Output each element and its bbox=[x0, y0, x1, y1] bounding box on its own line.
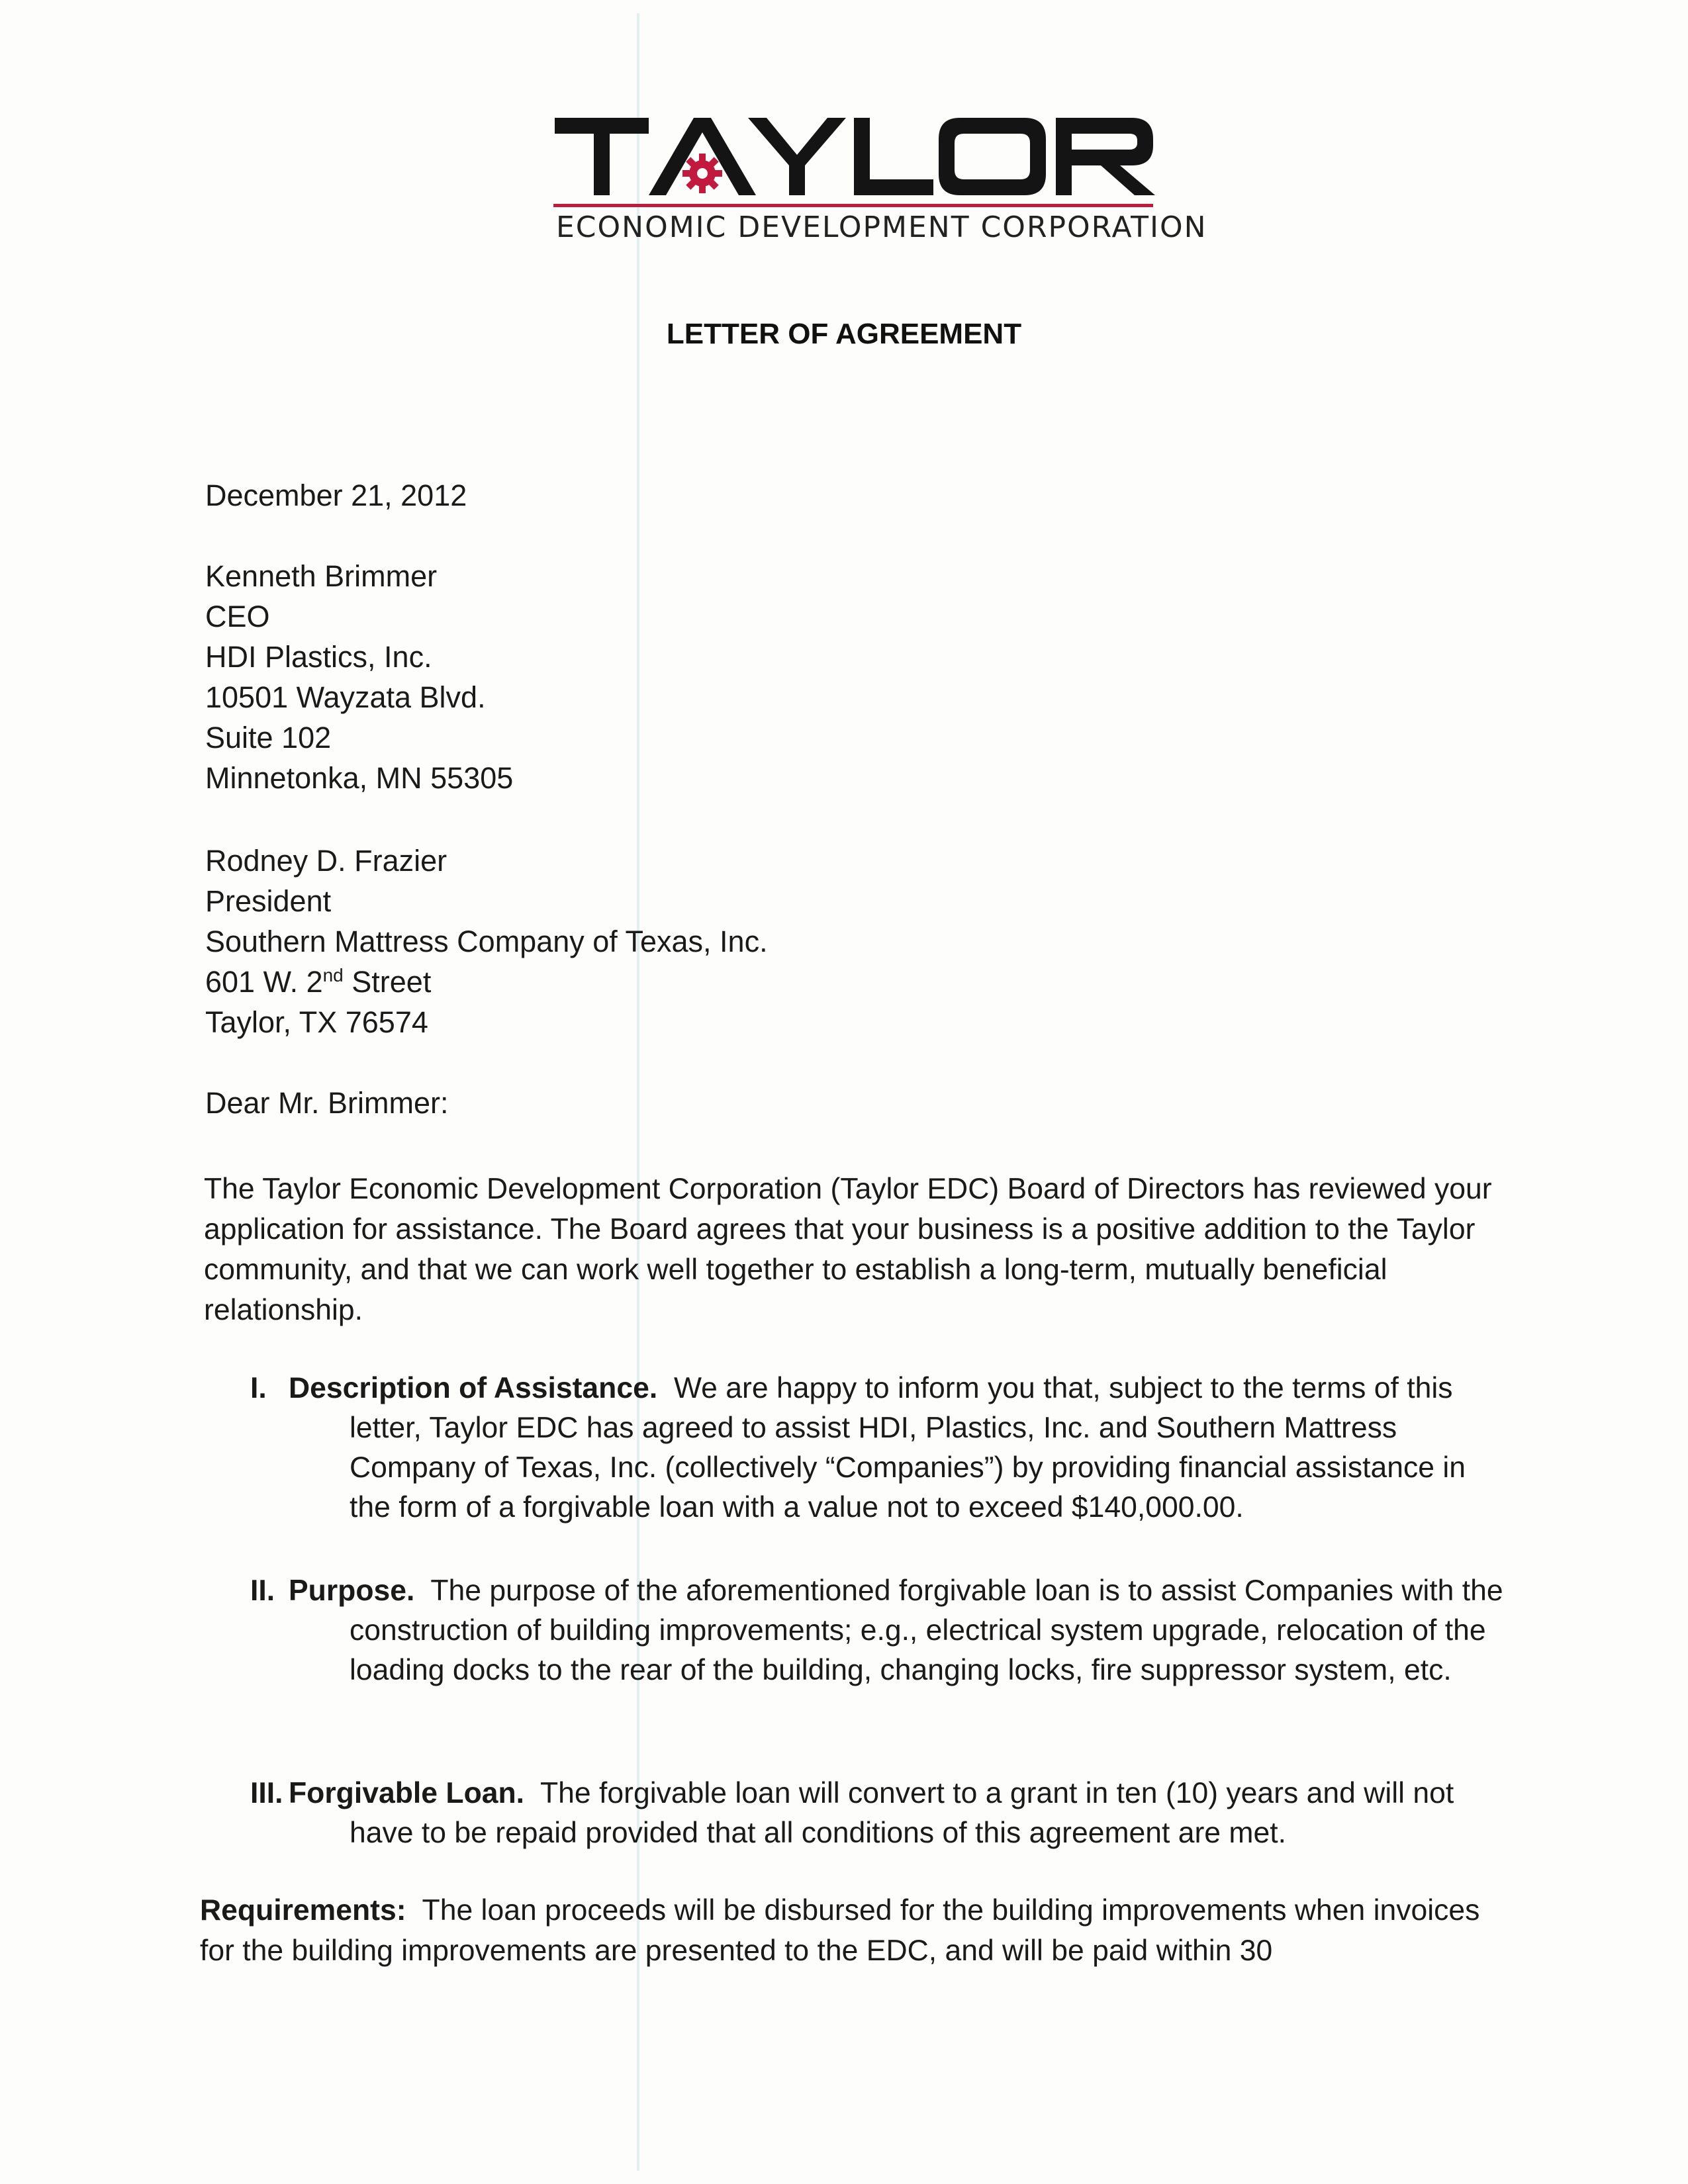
section-text: We are happy to inform you that, subject to the terms of this letter, Taylor EDC has agreed to assist HDI, Plastics, Inc. and Southern Mattress Company of Texas, Inc. (collectively “Companies”) by providing financial assistance in the form of a forgivable loan with a value not to exceed $140,000.00. bbox=[350, 1372, 1466, 1524]
section-heading: Forgivable Loan. bbox=[289, 1777, 525, 1809]
section-description-of-assistance bbox=[250, 1369, 1508, 1527]
recipient-address-2 bbox=[205, 841, 768, 1042]
section-text: The forgivable loan will convert to a grant in ten (10) years and will not have to be repaid provided that all conditions of this agreement are met. bbox=[350, 1777, 1454, 1849]
letter-date-block bbox=[205, 475, 467, 516]
street-ordinal: nd bbox=[322, 965, 344, 985]
section-body bbox=[289, 1369, 1508, 1527]
recipient-company: HDI Plastics, Inc. bbox=[205, 640, 432, 674]
requirements-paragraph bbox=[200, 1890, 1497, 1971]
recipient-name: Kenneth Brimmer bbox=[205, 559, 438, 593]
intro-paragraph: The Taylor Economic Development Corporation (Taylor EDC) Board of Directors has reviewed your application for assistance. The Board agrees that your business is a positive addition to the Taylor community, and that we can work well together to establish a long-term, mutually beneficial relationship. bbox=[204, 1173, 1492, 1326]
recipient-title: President bbox=[205, 884, 332, 918]
logo-subtitle: ECONOMIC DEVELOPMENT CORPORATION bbox=[556, 210, 1207, 244]
street-number: 601 W. 2 bbox=[205, 965, 323, 999]
letter-date: December 21, 2012 bbox=[205, 478, 467, 512]
recipient-name: Rodney D. Frazier bbox=[205, 844, 447, 878]
recipient-suite: Suite 102 bbox=[205, 721, 332, 754]
section-number: II. bbox=[250, 1574, 275, 1607]
section-body bbox=[289, 1774, 1508, 1853]
section-heading: Description of Assistance. bbox=[289, 1372, 658, 1404]
section-text: The purpose of the aforementioned forgivable loan is to assist Companies with the construction of building improvements; e.g., electrical system upgrade, relocation of the loading docks to the rear of the building, changing locks, fire suppressor system, etc. bbox=[350, 1574, 1503, 1686]
section-body bbox=[289, 1571, 1508, 1690]
salutation: Dear Mr. Brimmer: bbox=[205, 1086, 449, 1120]
taylor-wordmark-logo bbox=[549, 99, 1158, 199]
recipient-street: 10501 Wayzata Blvd. bbox=[205, 680, 486, 714]
recipient-title: CEO bbox=[205, 600, 270, 633]
recipient-street bbox=[205, 962, 768, 1002]
section-forgivable-loan bbox=[250, 1774, 1508, 1853]
logo-divider bbox=[553, 204, 1153, 207]
recipient-company: Southern Mattress Company of Texas, Inc. bbox=[205, 925, 768, 958]
recipient-address-1 bbox=[205, 556, 513, 798]
section-number: III. bbox=[250, 1777, 283, 1809]
document-title: LETTER OF AGREEMENT bbox=[666, 318, 1022, 350]
salutation-block bbox=[205, 1083, 449, 1123]
recipient-city: Minnetonka, MN 55305 bbox=[205, 761, 514, 795]
requirements-heading: Requirements: bbox=[200, 1894, 406, 1927]
section-purpose bbox=[250, 1571, 1508, 1690]
street-name: Street bbox=[343, 965, 432, 999]
section-heading: Purpose. bbox=[289, 1574, 415, 1607]
recipient-city: Taylor, TX 76574 bbox=[205, 1005, 428, 1039]
section-number: I. bbox=[250, 1372, 267, 1404]
requirements-text: The loan proceeds will be disbursed for the building improvements when invoices for the building improvements are presented to the EDC, and will be paid within 30 bbox=[200, 1894, 1480, 1967]
